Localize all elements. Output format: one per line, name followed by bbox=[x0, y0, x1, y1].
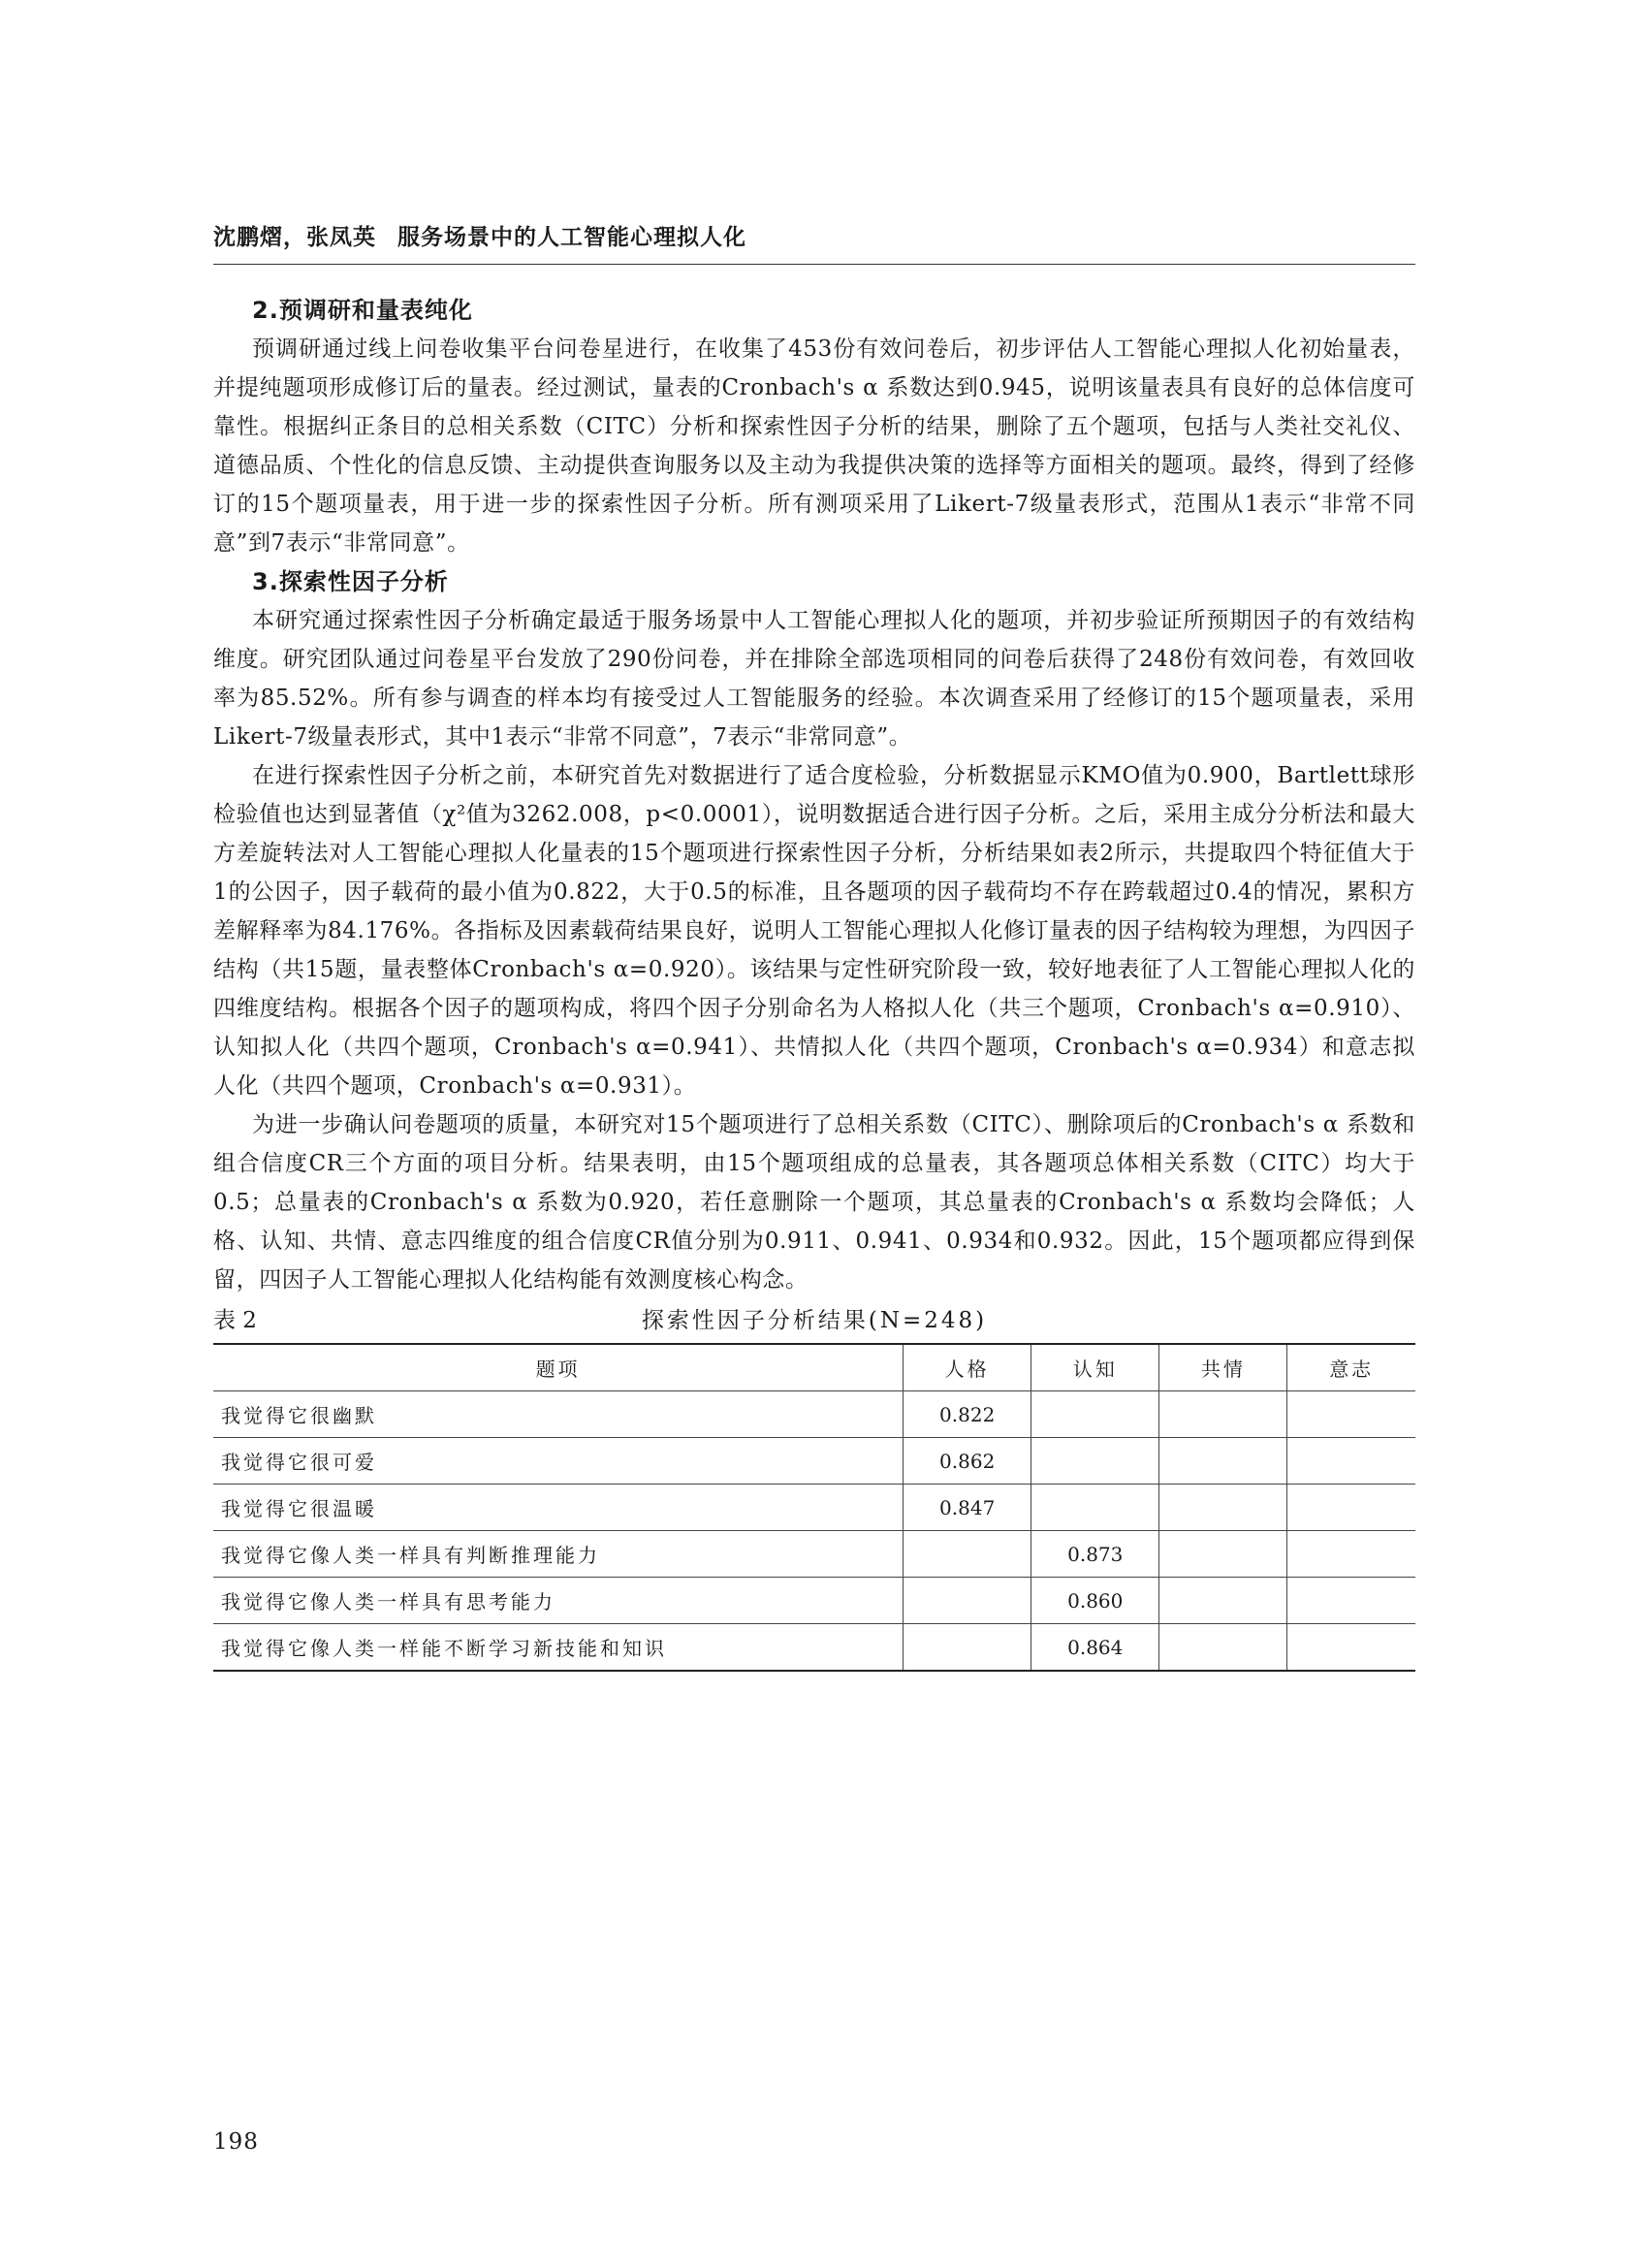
table-cell-value bbox=[1287, 1391, 1415, 1438]
table-row bbox=[213, 1624, 1415, 1672]
running-head-authors: 沈鹏熠，张凤英 bbox=[213, 225, 376, 250]
table-cell-value bbox=[1031, 1485, 1159, 1531]
table-cell-value bbox=[1287, 1485, 1415, 1531]
header-rule bbox=[213, 264, 1415, 265]
table-cell-item: 我觉得它像人类一样具有思考能力 bbox=[213, 1578, 904, 1624]
table-row bbox=[213, 1485, 1415, 1531]
table-cell-value bbox=[1159, 1391, 1287, 1438]
section-heading-efa: 3.探索性因子分析 bbox=[252, 568, 449, 595]
column-header-item: 题项 bbox=[213, 1344, 904, 1391]
table-cell-item: 我觉得它很幽默 bbox=[213, 1391, 904, 1438]
table-cell-value bbox=[1031, 1391, 1159, 1438]
table-cell-value: 0.847 bbox=[904, 1485, 1031, 1531]
table-cell-value bbox=[904, 1578, 1031, 1624]
article-body bbox=[213, 291, 1415, 1672]
column-header-empathy: 共情 bbox=[1159, 1344, 1287, 1391]
table-cell-item: 我觉得它很温暖 bbox=[213, 1485, 904, 1531]
table-cell-value bbox=[1159, 1485, 1287, 1531]
column-header-personality: 人格 bbox=[904, 1344, 1031, 1391]
table-cell-value: 0.822 bbox=[904, 1391, 1031, 1438]
table-cell-item: 我觉得它很可爱 bbox=[213, 1438, 904, 1485]
table-row bbox=[213, 1578, 1415, 1624]
table-title: 探索性因子分析结果(N=248) bbox=[641, 1308, 988, 1333]
table-cell-value bbox=[1287, 1531, 1415, 1578]
table-cell-value bbox=[904, 1531, 1031, 1578]
table-cell-item: 我觉得它像人类一样具有判断推理能力 bbox=[213, 1531, 904, 1578]
table-cell-value bbox=[1287, 1624, 1415, 1672]
table-cell-value bbox=[1159, 1624, 1287, 1672]
running-head bbox=[213, 219, 746, 251]
table-cell-value bbox=[904, 1624, 1031, 1672]
table-cell-value bbox=[1159, 1531, 1287, 1578]
factor-loading-table bbox=[213, 1343, 1415, 1672]
section-heading-pretest: 2.预调研和量表纯化 bbox=[252, 297, 473, 324]
table-cell-value bbox=[1287, 1438, 1415, 1485]
table-caption bbox=[213, 1301, 1415, 1340]
table-cell-value: 0.864 bbox=[1031, 1624, 1159, 1672]
table-cell-value: 0.873 bbox=[1031, 1531, 1159, 1578]
paragraph-efa-sample: 本研究通过探索性因子分析确定最适于服务场景中人工智能心理拟人化的题项，并初步验证所预期因子的有效结构维度。研究团队通过问卷星平台发放了290份问卷，并在排除全部选项相同的问卷后获得了248份有效问卷，有效回收率为85.52%。所有参与调查的样本均有接受过人工智能服务的经验。本次调查采用了经修订的15个题项量表，采用Likert-7级量表形式，其中1表示“非常不同意”，7表示“非常同意”。 bbox=[213, 608, 1415, 750]
table-cell-value bbox=[1159, 1578, 1287, 1624]
page-number: 198 bbox=[213, 2129, 259, 2155]
column-header-volition: 意志 bbox=[1287, 1344, 1415, 1391]
table-row bbox=[213, 1531, 1415, 1578]
table-header-row bbox=[213, 1344, 1415, 1391]
table-cell-value bbox=[1287, 1578, 1415, 1624]
running-head-title: 服务场景中的人工智能心理拟人化 bbox=[397, 225, 746, 250]
table-row bbox=[213, 1391, 1415, 1438]
paragraph-pretest: 预调研通过线上问卷收集平台问卷星进行，在收集了453份有效问卷后，初步评估人工智能心理拟人化初始量表，并提纯题项形成修订后的量表。经过测试，量表的Cronbach's α 系数达到0.945，说明该量表具有良好的总体信度可靠性。根据纠正条目的总相关系数（CITC）分析和探索性因子分析的结果，删除了五个题项，包括与人类社交礼仪、道德品质、个性化的信息反馈、主动提供查询服务以及主动为我提供决策的选择等方面相关的题项。最终，得到了经修订的15个题项量表，用于进一步的探索性因子分析。所有测项采用了Likert-7级量表形式，范围从1表示“非常不同意”到7表示“非常同意”。 bbox=[213, 336, 1415, 556]
table-cell-value bbox=[1031, 1438, 1159, 1485]
table-row bbox=[213, 1438, 1415, 1485]
table-cell-item: 我觉得它像人类一样能不断学习新技能和知识 bbox=[213, 1624, 904, 1672]
paragraph-efa-results: 在进行探索性因子分析之前，本研究首先对数据进行了适合度检验，分析数据显示KMO值为0.900，Bartlett球形检验值也达到显著值（χ²值为3262.008，p<0.0001），说明数据适合进行因子分析。之后，采用主成分分析法和最大方差旋转法对人工智能心理拟人化量表的15个题项进行探索性因子分析，分析结果如表2所示，共提取四个特征值大于1的公因子，因子载荷的最小值为0.822，大于0.5的标准，且各题项的因子载荷均不存在跨载超过0.4的情况，累积方差解释率为84.176%。各指标及因素载荷结果良好，说明人工智能心理拟人化修订量表的因子结构较为理想，为四因子结构（共15题，量表整体Cronbach's α=0.920）。该结果与定性研究阶段一致，较好地表征了人工智能心理拟人化的四维度结构。根据各个因子的题项构成，将四个因子分别命名为人格拟人化（共三个题项，Cronbach's α=0.910）、认知拟人化（共四个题项，Cronbach's α=0.941）、共情拟人化（共四个题项，Cronbach's α=0.934）和意志拟人化（共四个题项，Cronbach's α=0.931）。 bbox=[213, 763, 1415, 1099]
table-cell-value: 0.860 bbox=[1031, 1578, 1159, 1624]
table-cell-value bbox=[1159, 1438, 1287, 1485]
table-cell-value: 0.862 bbox=[904, 1438, 1031, 1485]
column-header-cognition: 认知 bbox=[1031, 1344, 1159, 1391]
paragraph-item-analysis: 为进一步确认问卷题项的质量，本研究对15个题项进行了总相关系数（CITC）、删除项后的Cronbach's α 系数和组合信度CR三个方面的项目分析。结果表明，由15个题项组成的总量表，其各题项总体相关系数（CITC）均大于0.5；总量表的Cronbach's α 系数为0.920，若任意删除一个题项，其总量表的Cronbach's α 系数均会降低；人格、认知、共情、意志四维度的组合信度CR值分别为0.911、0.941、0.934和0.932。因此，15个题项都应得到保留，四因子人工智能心理拟人化结构能有效测度核心构念。 bbox=[213, 1112, 1415, 1293]
table-label: 表 2 bbox=[213, 1308, 257, 1333]
